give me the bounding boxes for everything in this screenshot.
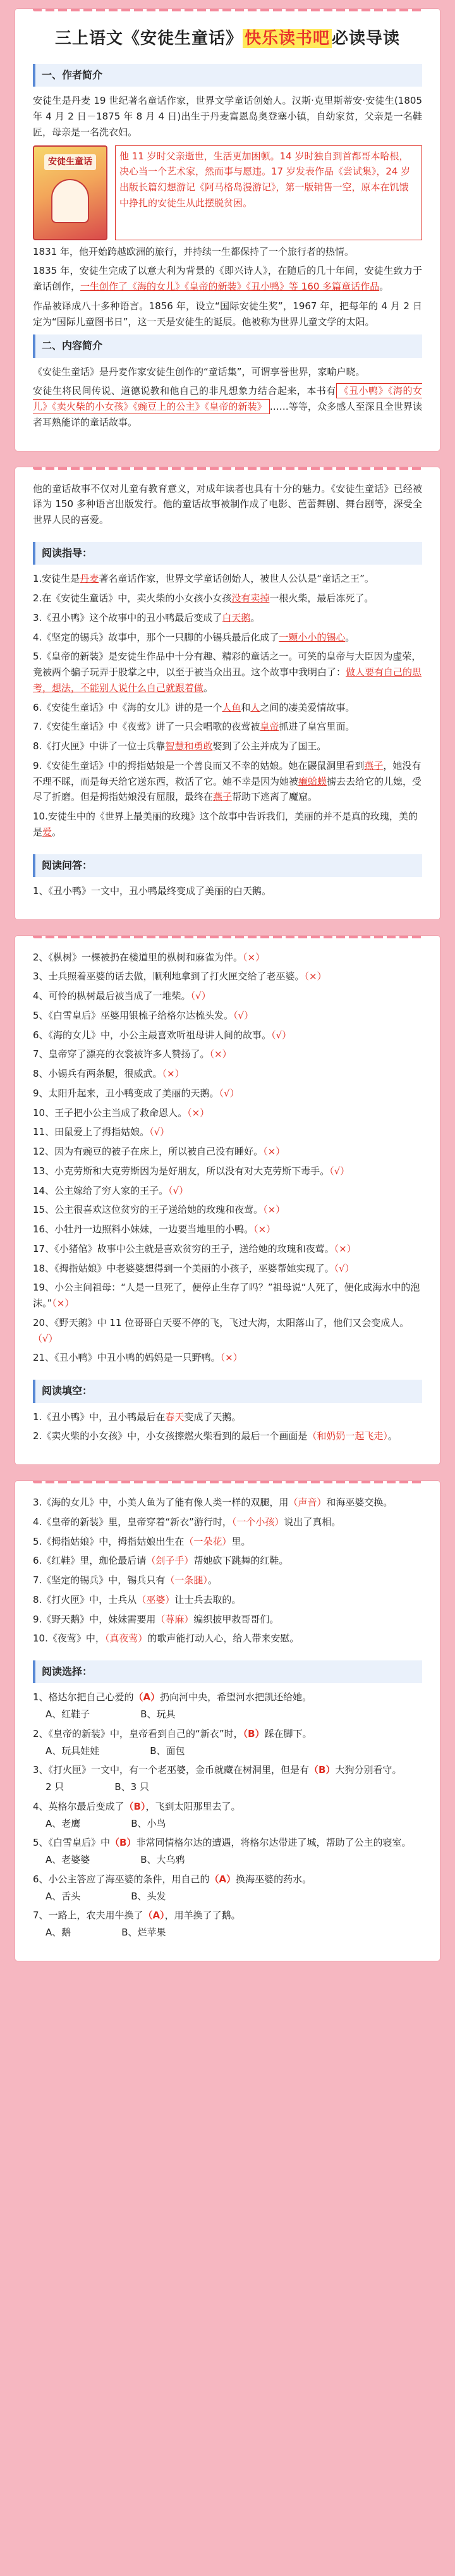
fill-answer: （荨麻） (155, 1613, 194, 1625)
choice-text: 1、格达尔把自己心爱的 (33, 1691, 134, 1703)
judge-item (33, 1350, 422, 1366)
judge-mark: （×） (209, 1048, 232, 1060)
choice-option: B、头发 (131, 1890, 166, 1902)
judge-text: 12、因为有豌豆的被子在床上，所以被自己没有睡好。 (33, 1146, 264, 1158)
fill-item (33, 1514, 422, 1530)
section-heading-content: 二、内容简介 (33, 334, 422, 357)
choice-options (46, 1816, 422, 1832)
judge-text: 16、小牡丹一边照料小妹妹，一边要当地里的小鸭。 (33, 1224, 254, 1236)
fill-answer: （巫婆） (136, 1593, 175, 1605)
judge-item (33, 1202, 422, 1218)
guide-text: 3.《丑小鸭》这个故事中的丑小鸭最后变成了 (33, 611, 222, 623)
guide-answer: 爱 (42, 826, 52, 838)
title-highlight: 快乐读书吧 (243, 29, 332, 48)
judge-item (33, 1315, 422, 1347)
fill-text: 6.《红鞋》里，珈伦最后请 (33, 1555, 147, 1567)
judge-mark: （√） (271, 1029, 292, 1041)
fill-text: 9.《野天鹅》中，妹妹需要用 (33, 1613, 156, 1625)
fill-text: 1.《丑小鸭》中，丑小鸭最后在 (33, 1411, 166, 1423)
judge-item (33, 988, 422, 1004)
choice-question (33, 1835, 422, 1851)
guide-answer: 燕子 (364, 759, 384, 771)
choice-options (46, 1925, 422, 1941)
fill-text: 8.《打火匣》中，士兵从 (33, 1593, 137, 1605)
choice-text: 大狗分别看守。 (335, 1764, 402, 1776)
guide-answer: 白天鹅 (222, 611, 251, 623)
book-cover-title: 安徒生童话 (44, 154, 96, 170)
fill-answer: （一个小孩） (231, 1516, 284, 1528)
choice-option: B、大乌鸦 (140, 1854, 185, 1866)
guide-item (33, 649, 422, 696)
judge-item (33, 1241, 422, 1257)
choice-text: 3、《打火匣》一文中，有一个老巫婆，金币就藏在树洞里，但是有 (33, 1764, 310, 1776)
judge-text: 10、王子把小公主当成了救命恩人。 (33, 1107, 188, 1119)
judge-text: 15、公主很喜欢这位贫穷的王子送给她的玫瑰和夜莺。 (33, 1204, 264, 1216)
judge-text: 13、小克劳斯和大克劳斯因为是好朋友，所以没有对大克劳斯下毒手。 (33, 1165, 330, 1177)
judge-text: 20、《野天鹅》中 11 位哥哥白天要不停的飞，飞过大海，太阳落山了，他们又会变成人。 (33, 1316, 410, 1328)
judge-mark: （×） (253, 1224, 276, 1236)
guide-text: 一根火柴，最后冻死了。 (269, 592, 374, 604)
judge-mark: （×） (263, 1204, 286, 1216)
page-4 (15, 1481, 440, 1961)
choice-answer: （A） (133, 1691, 161, 1703)
choice-answer: （B） (243, 1727, 265, 1739)
choice-option: A、玩具娃娃 (46, 1745, 100, 1757)
choice-option: A、老鹰 (46, 1817, 81, 1829)
choice-text: ，飞到太阳那里去了。 (145, 1800, 241, 1812)
judge-item (33, 1124, 422, 1140)
guide-text: 1.安徒生是 (33, 573, 80, 585)
guide-text: 5.《皇帝的新装》是安徒生作品中十分有趣、精彩的童话之一。可笑的皇帝与大臣因为虚荣，竟被两个骗子玩弄于股掌之中，以至于被当众出丑。这个故事中我明白了： (33, 651, 422, 678)
fill-list-2 (33, 1495, 422, 1647)
guide-item (33, 630, 422, 646)
section-heading-author: 一、作者简介 (33, 64, 422, 87)
choice-question (33, 1799, 422, 1815)
guide-text: 。 (250, 611, 260, 623)
guide-text: 7.《安徒生童话》中《夜莺》讲了一只会唱歌的夜莺被 (33, 721, 260, 733)
judge-text: 5、《白雪皇后》巫婆用银梳子给格尔达梳头发。 (33, 1009, 234, 1021)
judge-text: 8、小锡兵有两条腿，很威武。 (33, 1068, 162, 1080)
judge-mark: （×） (162, 1068, 185, 1080)
fill-text: 的歌声能打动人心，给人带来安慰。 (147, 1633, 300, 1645)
guide-item (33, 571, 422, 587)
fill-list-1 (33, 1409, 422, 1445)
guide-list (33, 571, 422, 840)
title-prefix: 三上语文《安徒生童话》 (54, 29, 243, 48)
judge-text: 14、公主嫁给了穷人家的王子。 (33, 1184, 169, 1196)
choice-answer: （B） (124, 1800, 146, 1812)
guide-answer: 一颗小小的锡心 (279, 631, 346, 643)
fill-answer: （声音） (288, 1497, 327, 1509)
choice-text: 换海巫婆的药水。 (236, 1873, 312, 1885)
guide-text: ，她没有不理不睬，而是每天给它送东西，救活了它。她不幸是因为她被 (33, 759, 422, 787)
judge-text: 7、皇帝穿了漂亮的衣裳被许多人赞扬了。 (33, 1048, 210, 1060)
guide-text: 娶到了公主并成为了国王。 (212, 740, 327, 752)
judge-mark: （×） (263, 1146, 286, 1158)
guide-text: 8.《打火匣》中讲了一位士兵靠 (33, 740, 166, 752)
judge-item (33, 1008, 422, 1024)
qa-heading: 阅读问答： (33, 854, 422, 877)
choice-options (46, 1743, 422, 1759)
guide-text: 2.在《安徒生童话》中，卖火柴的小女孩小女孩 (33, 592, 232, 604)
fill-item (33, 1573, 422, 1588)
fill-item (33, 1612, 422, 1628)
guide-text: 6.《安徒生童话》中《海的女儿》讲的是一个 (33, 701, 222, 713)
choice-option: A、舌头 (46, 1890, 81, 1902)
judge-mark: （×） (334, 1242, 356, 1254)
choice-question (33, 1872, 422, 1887)
fill-text: 帮她砍下跳舞的红鞋。 (193, 1555, 289, 1567)
guide-text: 。 (52, 826, 62, 838)
guide-text: 帮助下逃离了魔窟。 (232, 791, 318, 803)
choice-text: 非常同情格尔达的遭遇，将格尔达带进了城，帮助了公主的寝室。 (136, 1837, 411, 1849)
fill-item (33, 1428, 422, 1444)
choice-answer: （A） (143, 1910, 165, 1922)
fill-item (33, 1592, 422, 1608)
page-3 (15, 936, 440, 1464)
judge-text: 3、士兵照着巫婆的话去做，顺利地拿到了打火匣交给了老巫婆。 (33, 971, 305, 983)
story-titles-highlight: 《丑小鸭》《海的女儿》《卖火柴的小女孩》《豌豆上的公主》《皇帝的新装》 (33, 383, 422, 414)
guide-text: 掳去去给它的儿媳，受尽了折磨。但是拇指姑娘没有屈服，最终在 (33, 775, 422, 803)
choice-answer: （A） (209, 1873, 236, 1885)
fill-text: 里。 (231, 1535, 251, 1547)
judge-item (33, 1086, 422, 1101)
choice-heading: 阅读选择： (33, 1660, 422, 1683)
fill-answer: （一条腿） (165, 1574, 208, 1586)
judge-text: 18、《拇指姑娘》中老婆婆想得到一个美丽的小孩子，巫婆帮她实现了。 (33, 1262, 334, 1274)
guide-item (33, 610, 422, 626)
judge-mark: （√） (329, 1165, 350, 1177)
choice-text: 7、一路上，农夫用牛换了 (33, 1910, 143, 1922)
judge-item (33, 1105, 422, 1121)
content-paragraph-1: 《安徒生童话》是丹麦作家安徒生创作的“童话集”，可谓享誉世界，家喻户晓。 (33, 365, 365, 377)
guide-answer: 丹麦 (80, 573, 99, 585)
judge-text: 11、田鼠爱上了拇指姑娘。 (33, 1126, 150, 1138)
judge-mark: （√） (334, 1262, 355, 1274)
choice-text: 5、《白雪皇后》中 (33, 1837, 111, 1849)
fill-heading: 阅读填空： (33, 1380, 422, 1402)
fill-text: 编织披甲救哥哥们。 (193, 1613, 279, 1625)
works-highlight: 一生创作了《海的女儿》《皇帝的新装》《丑小鸭》等 160 多篇童话作品 (80, 281, 380, 293)
judge-mark: （×） (187, 1107, 210, 1119)
title-suffix: 必读导读 (332, 29, 401, 48)
choice-text: 6、小公主答应了海巫婆的条件，用自己的 (33, 1873, 210, 1885)
fill-text: 5.《拇指姑娘》中，拇指姑娘出生在 (33, 1535, 185, 1547)
judge-text: 2、《枞树》一棵被扔在楼道里的枞树和麻雀为伴。 (33, 951, 243, 963)
book-cover-image (33, 145, 107, 240)
judge-text: 6、《海的女儿》中，小公主最喜欢听祖母讲人间的故事。 (33, 1029, 272, 1041)
judge-text: 9、太阳升起来，丑小鸭变成了美丽的天鹅。 (33, 1087, 219, 1099)
fill-answer: （刽子手） (146, 1555, 194, 1567)
guide-answer: 人鱼 (222, 701, 241, 713)
guide-item (33, 591, 422, 606)
page-title (33, 25, 422, 52)
page-2 (15, 467, 440, 919)
choice-option: A、老婆婆 (46, 1854, 90, 1866)
judge-mark: （√） (190, 990, 211, 1002)
judge-mark: （×） (243, 951, 265, 963)
author-paragraph-2: 1831 年，他开始跨越欧洲的旅行，并持续一生都保持了一个旅行者的热情。 (33, 245, 354, 257)
judge-text: 4、可怜的枞树最后被当成了一堆柴。 (33, 990, 191, 1002)
fill-text: 变成了天鹅。 (184, 1411, 241, 1423)
judge-text: 19、小公主问祖母：“人是一旦死了，便停止生存了吗？”祖母说“人死了，便化成海水中的泡沫。” (33, 1282, 420, 1309)
fill-text: 3.《海的女儿》中，小美人鱼为了能有像人类一样的双腿，用 (33, 1497, 289, 1509)
choice-question (33, 1762, 422, 1778)
judge-item (33, 1183, 422, 1199)
choice-options (46, 1889, 422, 1904)
judge-item (33, 1222, 422, 1237)
fill-item (33, 1409, 422, 1425)
fill-item (33, 1534, 422, 1550)
guide-text: 10.安徒生中的《世界上最美丽的玫瑰》这个故事中告诉我们，美丽的并不是真的玫瑰，美的是 (33, 811, 418, 838)
judge-mark: （√） (149, 1126, 170, 1138)
judge-item (33, 950, 422, 966)
guide-answer: 智慧和勇敢 (165, 740, 213, 752)
fill-text: 2.《卖火柴的小女孩》中，小女孩擦燃火柴看到的最后一个画面是 (33, 1430, 308, 1442)
choice-options (46, 1707, 422, 1722)
guide-answer: 癞蛤蟆 (298, 775, 327, 787)
judge-item (33, 1280, 422, 1311)
choice-text: ，用羊换了了鹅。 (164, 1910, 241, 1922)
fill-text: 10.《夜莺》中， (33, 1633, 105, 1645)
choice-option: B、3 只 (114, 1781, 149, 1793)
judge-list (33, 950, 422, 1366)
fill-answer: 春天 (165, 1411, 185, 1423)
author-boxed-text: 他 11 岁时父亲逝世，生活更加困顿。14 岁时独自到首都哥本哈根，决心当一个艺术家，然而事与愿违。17 岁发表作品《尝试集》，24 岁出版长篇幻想游记《阿马格岛漫游记》，第一版销售一空，原本在饥饿中挣扎的安徒生从此摆脱贫困。 (115, 145, 422, 240)
choice-option: A、红鞋子 (46, 1708, 90, 1720)
page-1 (15, 9, 440, 451)
guide-answer: 人 (250, 701, 260, 713)
choice-question (33, 1726, 422, 1742)
guide-answer: 燕子 (213, 791, 233, 803)
author-paragraph-4: 作品被译成八十多种语言。1856 年，设立“国际安徒生奖”，1967 年，把每年的 4 月 2 日定为“国际儿童图书日”，这一天是安徒生的诞辰。他被称为世界儿童文学的太阳。 (33, 300, 422, 328)
guide-answer: 没有卖掉 (231, 592, 270, 604)
author-paragraph-3: 1835 年，安徒生完成了以意大利为背景的《即兴诗人》，在随后的几十年间，安徒生致力于童话创作，一生创作了《海的女儿》《皇帝的新装》《丑小鸭》等 160 多篇童话作品。 (33, 265, 422, 293)
choice-option: A、鹅 (46, 1927, 71, 1939)
choice-option: B、烂苹果 (121, 1927, 166, 1939)
guide-text: 4.《坚定的锡兵》故事中，那个一只脚的小锡兵最后化成了 (33, 631, 279, 643)
guide-item (33, 758, 422, 805)
guide-text: 9.《安徒生童话》中的拇指姑娘是一个善良而又不幸的姑娘。她在鼹鼠洞里看到 (33, 759, 365, 771)
judge-item (33, 1066, 422, 1082)
judge-mark: （√） (33, 1332, 58, 1344)
choice-options (46, 1852, 422, 1868)
guide-item (33, 700, 422, 716)
judge-mark: （√） (168, 1184, 189, 1196)
judge-item (33, 1046, 422, 1062)
content-paragraph-2: 安徒生将民间传说、道德说教和他自己的非凡想象力结合起来，本书有 《丑小鸭》《海的女儿》《卖火柴的小女孩》《豌豆上的公主》《皇帝的新装》 ……等等，众多感人至深且全世界读者耳熟能详的童话故事。 (33, 383, 422, 430)
choice-answer: （B） (110, 1837, 136, 1849)
fill-item (33, 1631, 422, 1647)
choice-text: 4、英格尔最后变成了 (33, 1800, 124, 1812)
guide-text: 著名童话作家，世界文学童话创始人，被世人公认是“童话之王”。 (99, 573, 374, 585)
guide-text: 之间的凄美爱情故事。 (260, 701, 355, 713)
guide-item (33, 809, 422, 840)
choice-question (33, 1690, 422, 1705)
judge-mark: （√） (219, 1087, 240, 1099)
fill-answer: （真夜莺） (104, 1633, 148, 1645)
choice-option: B、玩具 (140, 1708, 176, 1720)
judge-text: 21、《丑小鸭》中丑小鸭的妈妈是一只野鸭。 (33, 1352, 221, 1364)
fill-text: 。 (387, 1430, 397, 1442)
fill-item (33, 1495, 422, 1511)
intro-paragraph: 他的童话故事不仅对儿童有教育意义，对成年读者也具有十分的魅力。《安徒生童话》已经被译为 150 多种语言出版发行。他的童话故事被制作成了电影、芭蕾舞剧、舞台剧等，深受全世界人民的喜爱。 (33, 482, 422, 526)
fill-text: 4.《皇帝的新装》里，皇帝穿着“新衣”游行时， (33, 1516, 232, 1528)
judge-item (33, 969, 422, 984)
judge-mark: （×） (304, 971, 327, 983)
author-intro-block (33, 145, 422, 240)
judge-mark: （×） (52, 1297, 75, 1309)
choice-option: B、小鸟 (131, 1817, 166, 1829)
qa-question-1: 1、《丑小鸭》一文中，丑小鸭最终变成了美丽的白天鹅。 (33, 885, 272, 897)
fill-answer: （一朵花） (184, 1535, 232, 1547)
choice-option: 2 只 (46, 1781, 64, 1793)
judge-item (33, 1163, 422, 1179)
choice-text: 2、《皇帝的新装》中，皇帝看到自己的“新衣”时， (33, 1727, 243, 1739)
guide-text: 。 (345, 631, 355, 643)
fill-text: 让士兵去取的。 (174, 1593, 241, 1605)
guide-item (33, 739, 422, 754)
guide-text: 和 (241, 701, 251, 713)
guide-item (33, 719, 422, 735)
guide-answer: 做人要有自己的思考，想法，不能别人说什么自己就跟着做 (33, 666, 422, 694)
choice-options (46, 1779, 422, 1795)
judge-item (33, 1027, 422, 1043)
fill-text: 7.《坚定的锡兵》中，锡兵只有 (33, 1574, 166, 1586)
guide-heading: 阅读指导： (33, 542, 422, 565)
choice-text: 扔向河中央，希望河水把凯还给她。 (160, 1691, 312, 1703)
choice-question (33, 1908, 422, 1923)
choice-text: 踩在脚下。 (264, 1727, 312, 1739)
guide-text: 抓进了皇宫里面。 (279, 721, 355, 733)
judge-item (33, 1144, 422, 1160)
choice-option: B、面包 (150, 1745, 185, 1757)
author-paragraph-1: 安徒生是丹麦 19 世纪著名童话作家，世界文学童话创始人。汉斯·克里斯蒂安·安徒生(1805 年 4 月 2 日－1875 年 8 月 4 日)出生于丹麦富恩岛奥登塞小镇，自幼家贫，父亲是一名鞋匠，母亲是一名洗衣妇。 (33, 95, 422, 138)
fill-text: 。 (207, 1574, 217, 1586)
fill-answer: （和奶奶一起飞走） (307, 1430, 388, 1442)
choice-list (33, 1690, 422, 1941)
fill-text: 和海巫婆交换。 (326, 1497, 393, 1509)
fill-text: 说出了真相。 (284, 1516, 341, 1528)
judge-item (33, 1261, 422, 1277)
judge-text: 17、《小猪倌》故事中公主就是喜欢贫穷的王子，送给她的玫瑰和夜莺。 (33, 1242, 334, 1254)
guide-answer: 皇帝 (260, 721, 279, 733)
judge-mark: （×） (220, 1352, 243, 1364)
book-cover-figure (51, 179, 89, 223)
judge-mark: （√） (233, 1009, 254, 1021)
guide-text: 。 (203, 682, 214, 694)
fill-item (33, 1553, 422, 1569)
choice-answer: （B） (309, 1764, 336, 1776)
